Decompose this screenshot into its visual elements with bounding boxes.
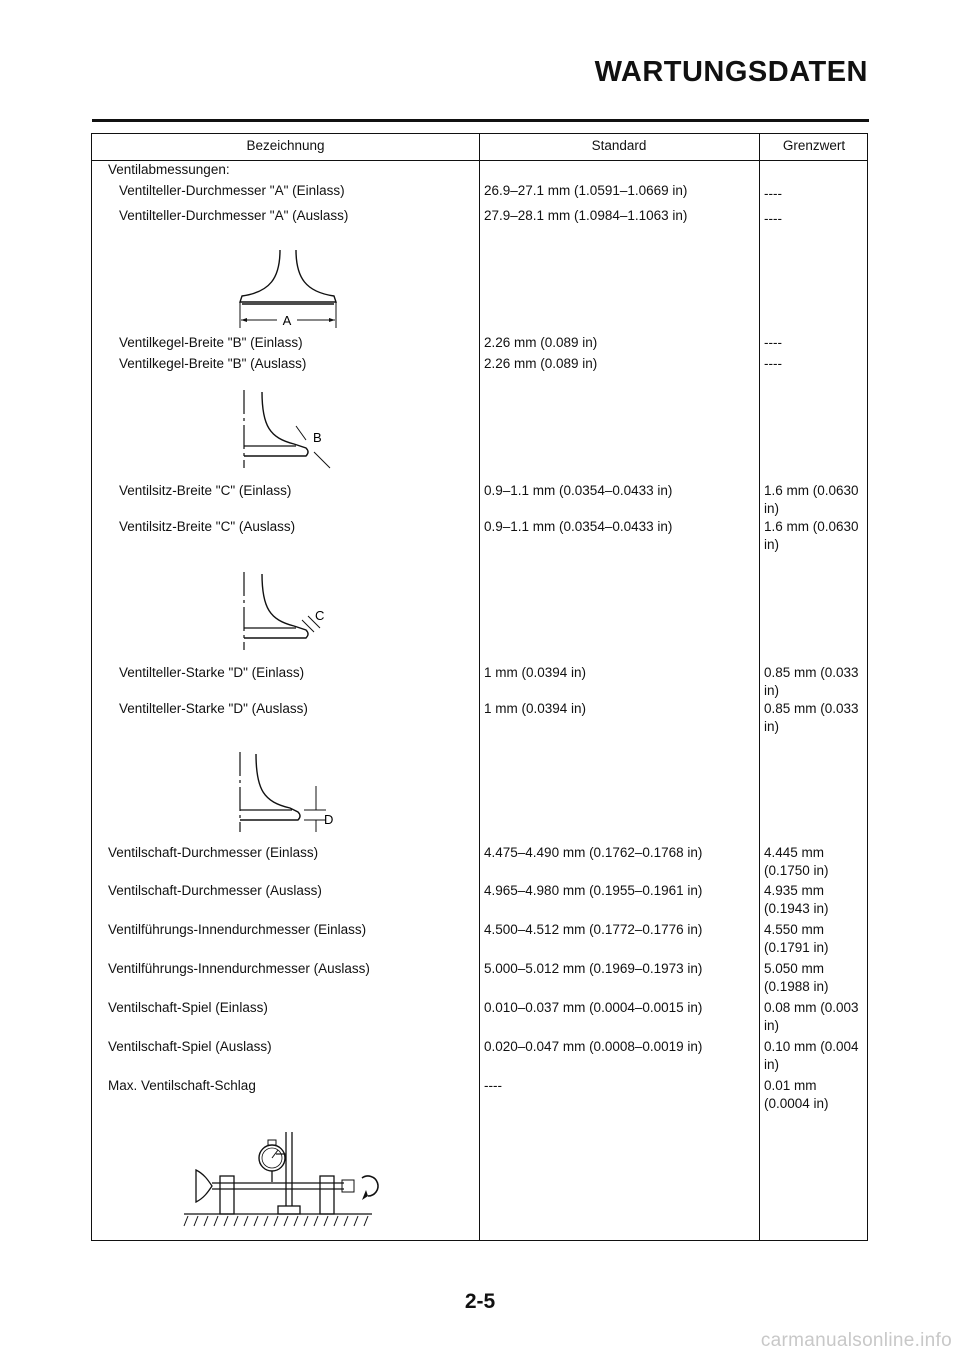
table-row-name: Ventilteller-Durchmesser "A" (Einlass) — [119, 183, 345, 198]
table-row-name: Ventilschaft-Spiel (Einlass) — [108, 1000, 268, 1015]
header-standard: Standard — [591, 138, 647, 153]
column-divider-2 — [759, 134, 760, 1240]
table-row-name: Ventilführungs-Innendurchmesser (Einlass) — [108, 922, 367, 937]
valve-stem-runout-figure — [182, 1124, 392, 1234]
table-row-name: Ventilteller-Starke "D" (Einlass) — [119, 665, 305, 680]
table-row-standard: 0.9–1.1 mm (0.0354–0.0433 in) — [484, 483, 673, 498]
table-row-limit: 4.445 mm (0.1750 in) — [764, 845, 829, 878]
table-row-standard: 0.020–0.047 mm (0.0008–0.0019 in) — [484, 1039, 703, 1054]
table-row-name: Ventilschaft-Durchmesser (Einlass) — [108, 845, 319, 860]
table-row-limit: 1.6 mm (0.0630 in) — [764, 519, 859, 552]
table-row-name: Ventilkegel-Breite "B" (Einlass) — [119, 335, 303, 350]
table-row-name: Ventilteller-Starke "D" (Auslass) — [119, 701, 308, 716]
table-row-name: Ventilschaft-Durchmesser (Auslass) — [108, 883, 322, 898]
specs-table — [91, 133, 868, 1241]
header-bezeichnung: Bezeichnung — [246, 138, 325, 153]
table-row-limit: ---- — [764, 211, 782, 226]
figure-label-a: A — [282, 313, 292, 328]
table-row-standard: 5.000–5.012 mm (0.1969–0.1973 in) — [484, 961, 703, 976]
page-number: 2-5 — [464, 1290, 496, 1313]
table-row-limit: 0.85 mm (0.033 in) — [764, 701, 859, 734]
section-title: Ventilabmessungen: — [108, 162, 230, 177]
table-row-limit: 0.10 mm (0.004 in) — [764, 1039, 859, 1072]
figure-label-d: D — [324, 812, 334, 827]
valve-face-width-figure — [234, 386, 344, 472]
table-row-limit: 4.550 mm (0.1791 in) — [764, 922, 829, 955]
table-row-name: Ventilsitz-Breite "C" (Auslass) — [119, 519, 296, 534]
header-grenzwert: Grenzwert — [782, 138, 846, 153]
table-row-name: Ventilführungs-Innendurchmesser (Auslass) — [108, 961, 370, 976]
table-row-standard: 1 mm (0.0394 in) — [484, 701, 587, 716]
table-row-name: Ventilteller-Durchmesser "A" (Auslass) — [119, 208, 349, 223]
table-row-limit: ---- — [764, 186, 782, 201]
header-rule — [92, 119, 869, 122]
table-row-standard: 27.9–28.1 mm (1.0984–1.1063 in) — [484, 208, 688, 223]
table-row-standard: 26.9–27.1 mm (1.0591–1.0669 in) — [484, 183, 688, 198]
table-row-standard: 4.965–4.980 mm (0.1955–0.1961 in) — [484, 883, 703, 898]
valve-margin-thickness-figure — [234, 748, 344, 836]
table-row-standard: 2.26 mm (0.089 in) — [484, 335, 598, 350]
table-row-name: Ventilschaft-Spiel (Auslass) — [108, 1039, 272, 1054]
table-row-name: Max. Ventilschaft-Schlag — [108, 1078, 256, 1093]
table-row-limit: 0.85 mm (0.033 in) — [764, 665, 859, 698]
table-row-name: Ventilkegel-Breite "B" (Auslass) — [119, 356, 307, 371]
table-row-limit: 0.01 mm (0.0004 in) — [764, 1078, 829, 1111]
page-title: WARTUNGSDATEN — [594, 56, 868, 88]
table-row-limit: 0.08 mm (0.003 in) — [764, 1000, 859, 1033]
table-row-limit: ---- — [764, 356, 782, 371]
table-row-standard: 2.26 mm (0.089 in) — [484, 356, 598, 371]
watermark: carmanualsonline.info — [760, 1330, 952, 1351]
valve-head-diameter-figure — [232, 246, 352, 332]
table-row-limit: 5.050 mm (0.1988 in) — [764, 961, 829, 994]
table-row-standard: 4.475–4.490 mm (0.1762–0.1768 in) — [484, 845, 703, 860]
column-divider-1 — [479, 134, 480, 1240]
table-row-standard: ---- — [484, 1078, 502, 1093]
table-row-standard: 1 mm (0.0394 in) — [484, 665, 587, 680]
table-row-limit: 1.6 mm (0.0630 in) — [764, 483, 859, 516]
table-row-name: Ventilsitz-Breite "C" (Einlass) — [119, 483, 292, 498]
table-row-standard: 0.010–0.037 mm (0.0004–0.0015 in) — [484, 1000, 703, 1015]
figure-label-b: B — [313, 430, 322, 445]
valve-seat-width-figure — [234, 568, 344, 654]
figure-label-c: C — [315, 608, 325, 623]
table-row-limit: 4.935 mm (0.1943 in) — [764, 883, 829, 916]
table-row-standard: 0.9–1.1 mm (0.0354–0.0433 in) — [484, 519, 673, 534]
table-row-standard: 4.500–4.512 mm (0.1772–0.1776 in) — [484, 922, 703, 937]
table-row-limit: ---- — [764, 335, 782, 350]
